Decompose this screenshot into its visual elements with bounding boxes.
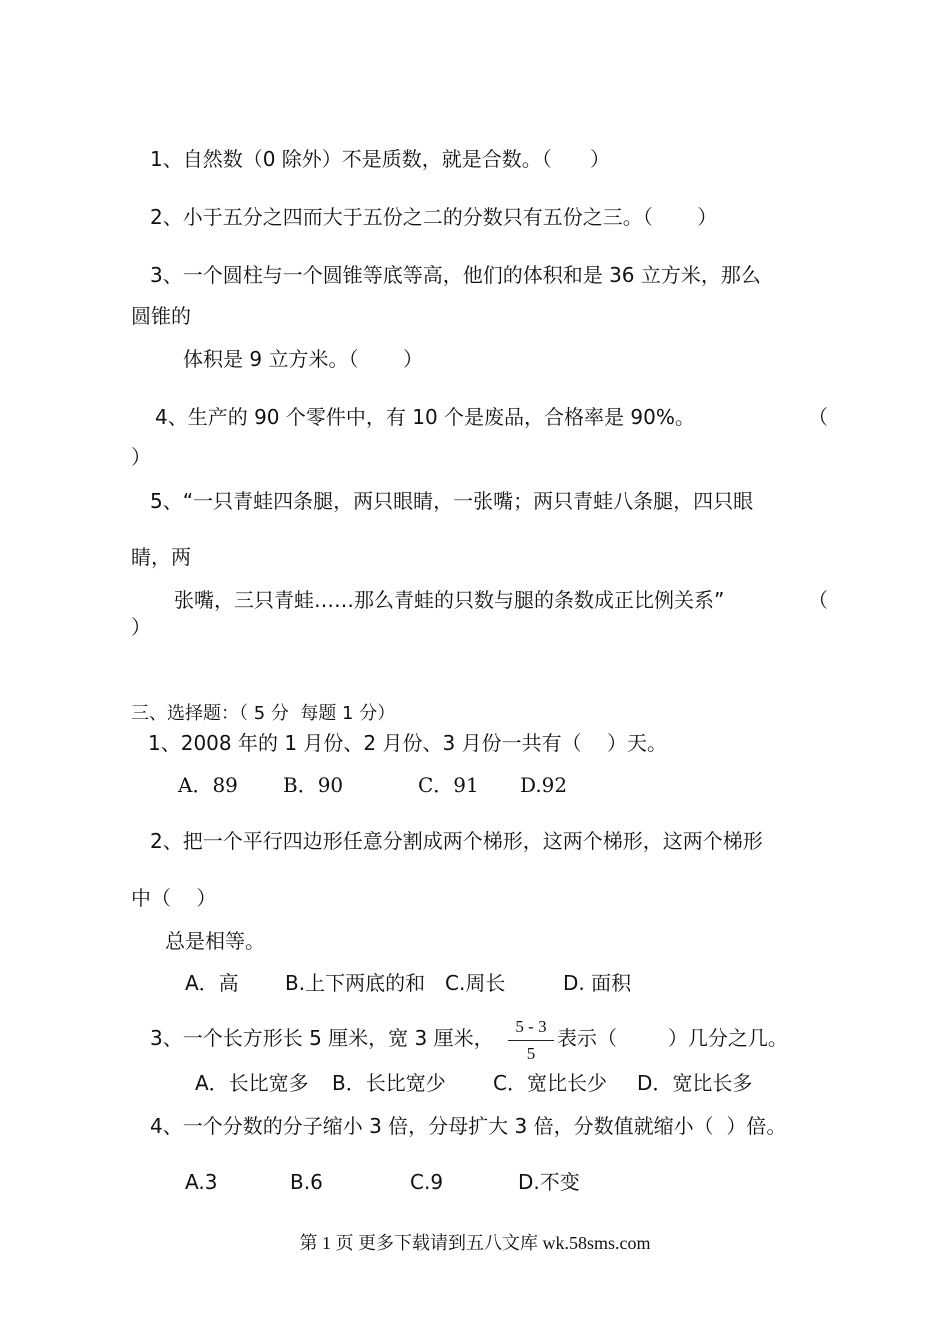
choice-3-option-a: A．长比宽多 (195, 1071, 309, 1095)
choice-question-3-prefix: 3、一个长方形长 5 厘米，宽 3 厘米， (150, 1026, 494, 1050)
choice-2-option-a: A．高 (185, 971, 239, 995)
fraction (508, 1016, 554, 1065)
choice-4-option-d: D.不变 (518, 1170, 580, 1194)
choice-question-1: 1、2008 年的 1 月份、2 月份、3 月份一共有（ ）天。 (148, 731, 668, 755)
judge-question-4-paren-close: ） (131, 445, 151, 469)
choice-1-option-c: C．91 (418, 773, 479, 797)
choice-3-option-d: D．宽比长多 (637, 1071, 753, 1095)
choice-question-2-line-2: 中（ ） (131, 886, 217, 910)
choice-question-2-line-3: 总是相等。 (165, 929, 265, 953)
choice-1-option-b: B．90 (283, 773, 344, 797)
fraction-numerator: 5 - 3 (508, 1016, 554, 1041)
judge-question-1: 1、自然数（0 除外）不是质数，就是合数。（ ） (150, 147, 610, 171)
judge-question-5-paren-close: ） (131, 615, 151, 639)
choice-question-2-line-1: 2、把一个平行四边形任意分割成两个梯形，这两个梯形，这两个梯形 (150, 829, 763, 853)
judge-question-4-line-1: 4、生产的 90 个零件中，有 10 个是废品，合格率是 90%。 (155, 405, 695, 429)
fraction-denominator: 5 (526, 1044, 536, 1063)
choice-3-option-b: B．长比宽少 (332, 1071, 446, 1095)
judge-question-3-line-2: 圆锥的 (131, 304, 191, 328)
choice-question-3-suffix: 表示（ ）几分之几。 (557, 1026, 788, 1050)
choice-2-option-d: D. 面积 (563, 971, 632, 995)
choice-1-option-d: D.92 (520, 773, 568, 797)
judge-question-5-paren-open: （ (808, 588, 828, 612)
judge-question-2: 2、小于五分之四而大于五份之二的分数只有五份之三。（ ） (150, 205, 718, 229)
choice-question-4: 4、一个分数的分子缩小 3 倍，分母扩大 3 倍，分数值就缩小（ ）倍。 (150, 1114, 787, 1138)
page-footer: 第 1 页 更多下载请到五八文库 wk.58sms.com (299, 1233, 651, 1253)
judge-question-5-line-3: 张嘴，三只青蛙……那么青蛙的只数与腿的条数成正比例关系” (174, 588, 725, 612)
choice-4-option-b: B.6 (290, 1170, 323, 1194)
choice-1-option-a: A．89 (178, 773, 238, 797)
judge-question-3-line-3: 体积是 9 立方米。（ ） (183, 347, 423, 371)
judge-question-4-paren-open: （ (808, 405, 828, 429)
judge-question-5-line-1: 5、“一只青蛙四条腿，两只眼睛，一张嘴；两只青蛙八条腿，四只眼 (150, 489, 754, 513)
choice-4-option-a: A.3 (185, 1170, 218, 1194)
choice-2-option-b: B.上下两底的和 (285, 971, 426, 995)
choice-4-option-c: C.9 (410, 1170, 444, 1194)
judge-question-3-line-1: 3、一个圆柱与一个圆锥等底等高，他们的体积和是 36 立方米，那么 (150, 263, 761, 287)
judge-question-5-line-2: 睛，两 (131, 545, 191, 569)
choice-3-option-c: C．宽比长少 (493, 1071, 607, 1095)
section-heading: 三、选择题：（ 5 分 每题 1 分） (131, 703, 396, 724)
choice-2-option-c: C.周长 (445, 971, 506, 995)
